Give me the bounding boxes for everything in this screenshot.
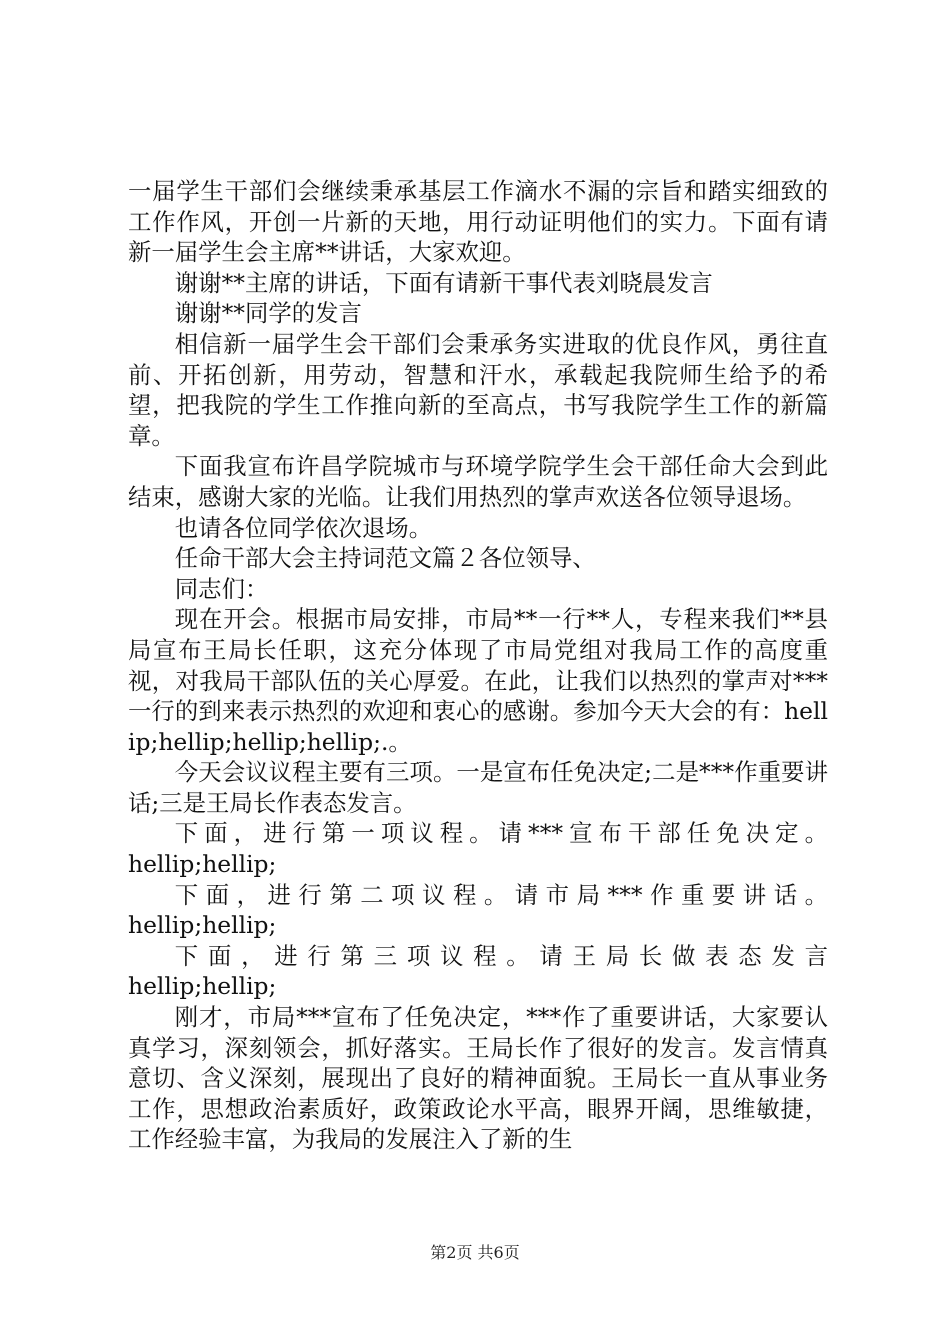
paragraph-3: 谢谢**同学的发言 [174,299,362,328]
paragraph-1: 一届学生干部们会继续秉承基层工作滴水不漏的宗旨和踏实细致的工作作风，开创一片新的天地，用行动证明他们的实力。下面有请新一届学生会主席**讲话，大家欢迎。 [128,177,828,267]
paragraph-6: 也请各位同学依次退场。 [174,513,433,542]
paragraph-8: 同志们： [174,574,269,603]
paragraph-17: 刚才，市局***宣布了任免决定，***作了重要讲话，大家要认真学习，深刻领会，抓好落实。王局长作了很好的发言。发言情真意切、含义深刻，展现出了良好的精神面貌。王局长一直从事业务工作，思想政治素质好，政策政论水平高，眼界开阔，思维敏捷，工作经验丰富，为我局的发展注入了新的生 [128,1003,828,1154]
paragraph-13: 下面，进行第二项议程。请市局***作重要讲话。 [174,880,828,909]
page-footer: 第2页 共6页 [430,1243,520,1262]
paragraph-5: 下面我宣布许昌学院城市与环境学院学生会干部任命大会到此结束，感谢大家的光临。让我们用热烈的掌声欢送各位领导退场。 [128,452,828,511]
paragraph-7: 任命干部大会主持词范文篇２各位领导、 [174,544,596,573]
paragraph-10: 今天会议议程主要有三项。一是宣布任免决定;二是***作重要讲话;三是王局长作表态发言。 [128,758,828,817]
paragraph-2: 谢谢**主席的讲话，下面有请新干事代表刘晓晨发言 [174,268,713,297]
paragraph-4: 相信新一届学生会干部们会秉承务实进取的优良作风，勇往直前、开拓创新，用劳动，智慧和汗水，承载起我院师生给予的希望，把我院的学生工作推向新的至高点，书写我院学生工作的新篇章。 [128,329,828,450]
paragraph-14: hellip;hellip; [128,911,277,940]
document-body [128,176,828,1155]
paragraph-12: hellip;hellip; [128,850,277,879]
paragraph-15: 下面，进行第三项议程。请王局长做表态发言 [174,941,828,970]
paragraph-11: 下面，进行第一项议程。请***宣布干部任免决定。 [174,819,828,848]
paragraph-9: 现在开会。根据市局安排，市局**一行**人，专程来我们**县局宣布王局长任职，这充分体现了市局党组对我局工作的高度重视，对我局干部队伍的关心厚爱。在此，让我们以热烈的掌声对***一行的到来表示热烈的欢迎和衷心的感谢。参加今天大会的有：hellip;hellip;hellip;hellip;.。 [128,605,828,756]
paragraph-16: hellip;hellip; [128,972,277,1001]
